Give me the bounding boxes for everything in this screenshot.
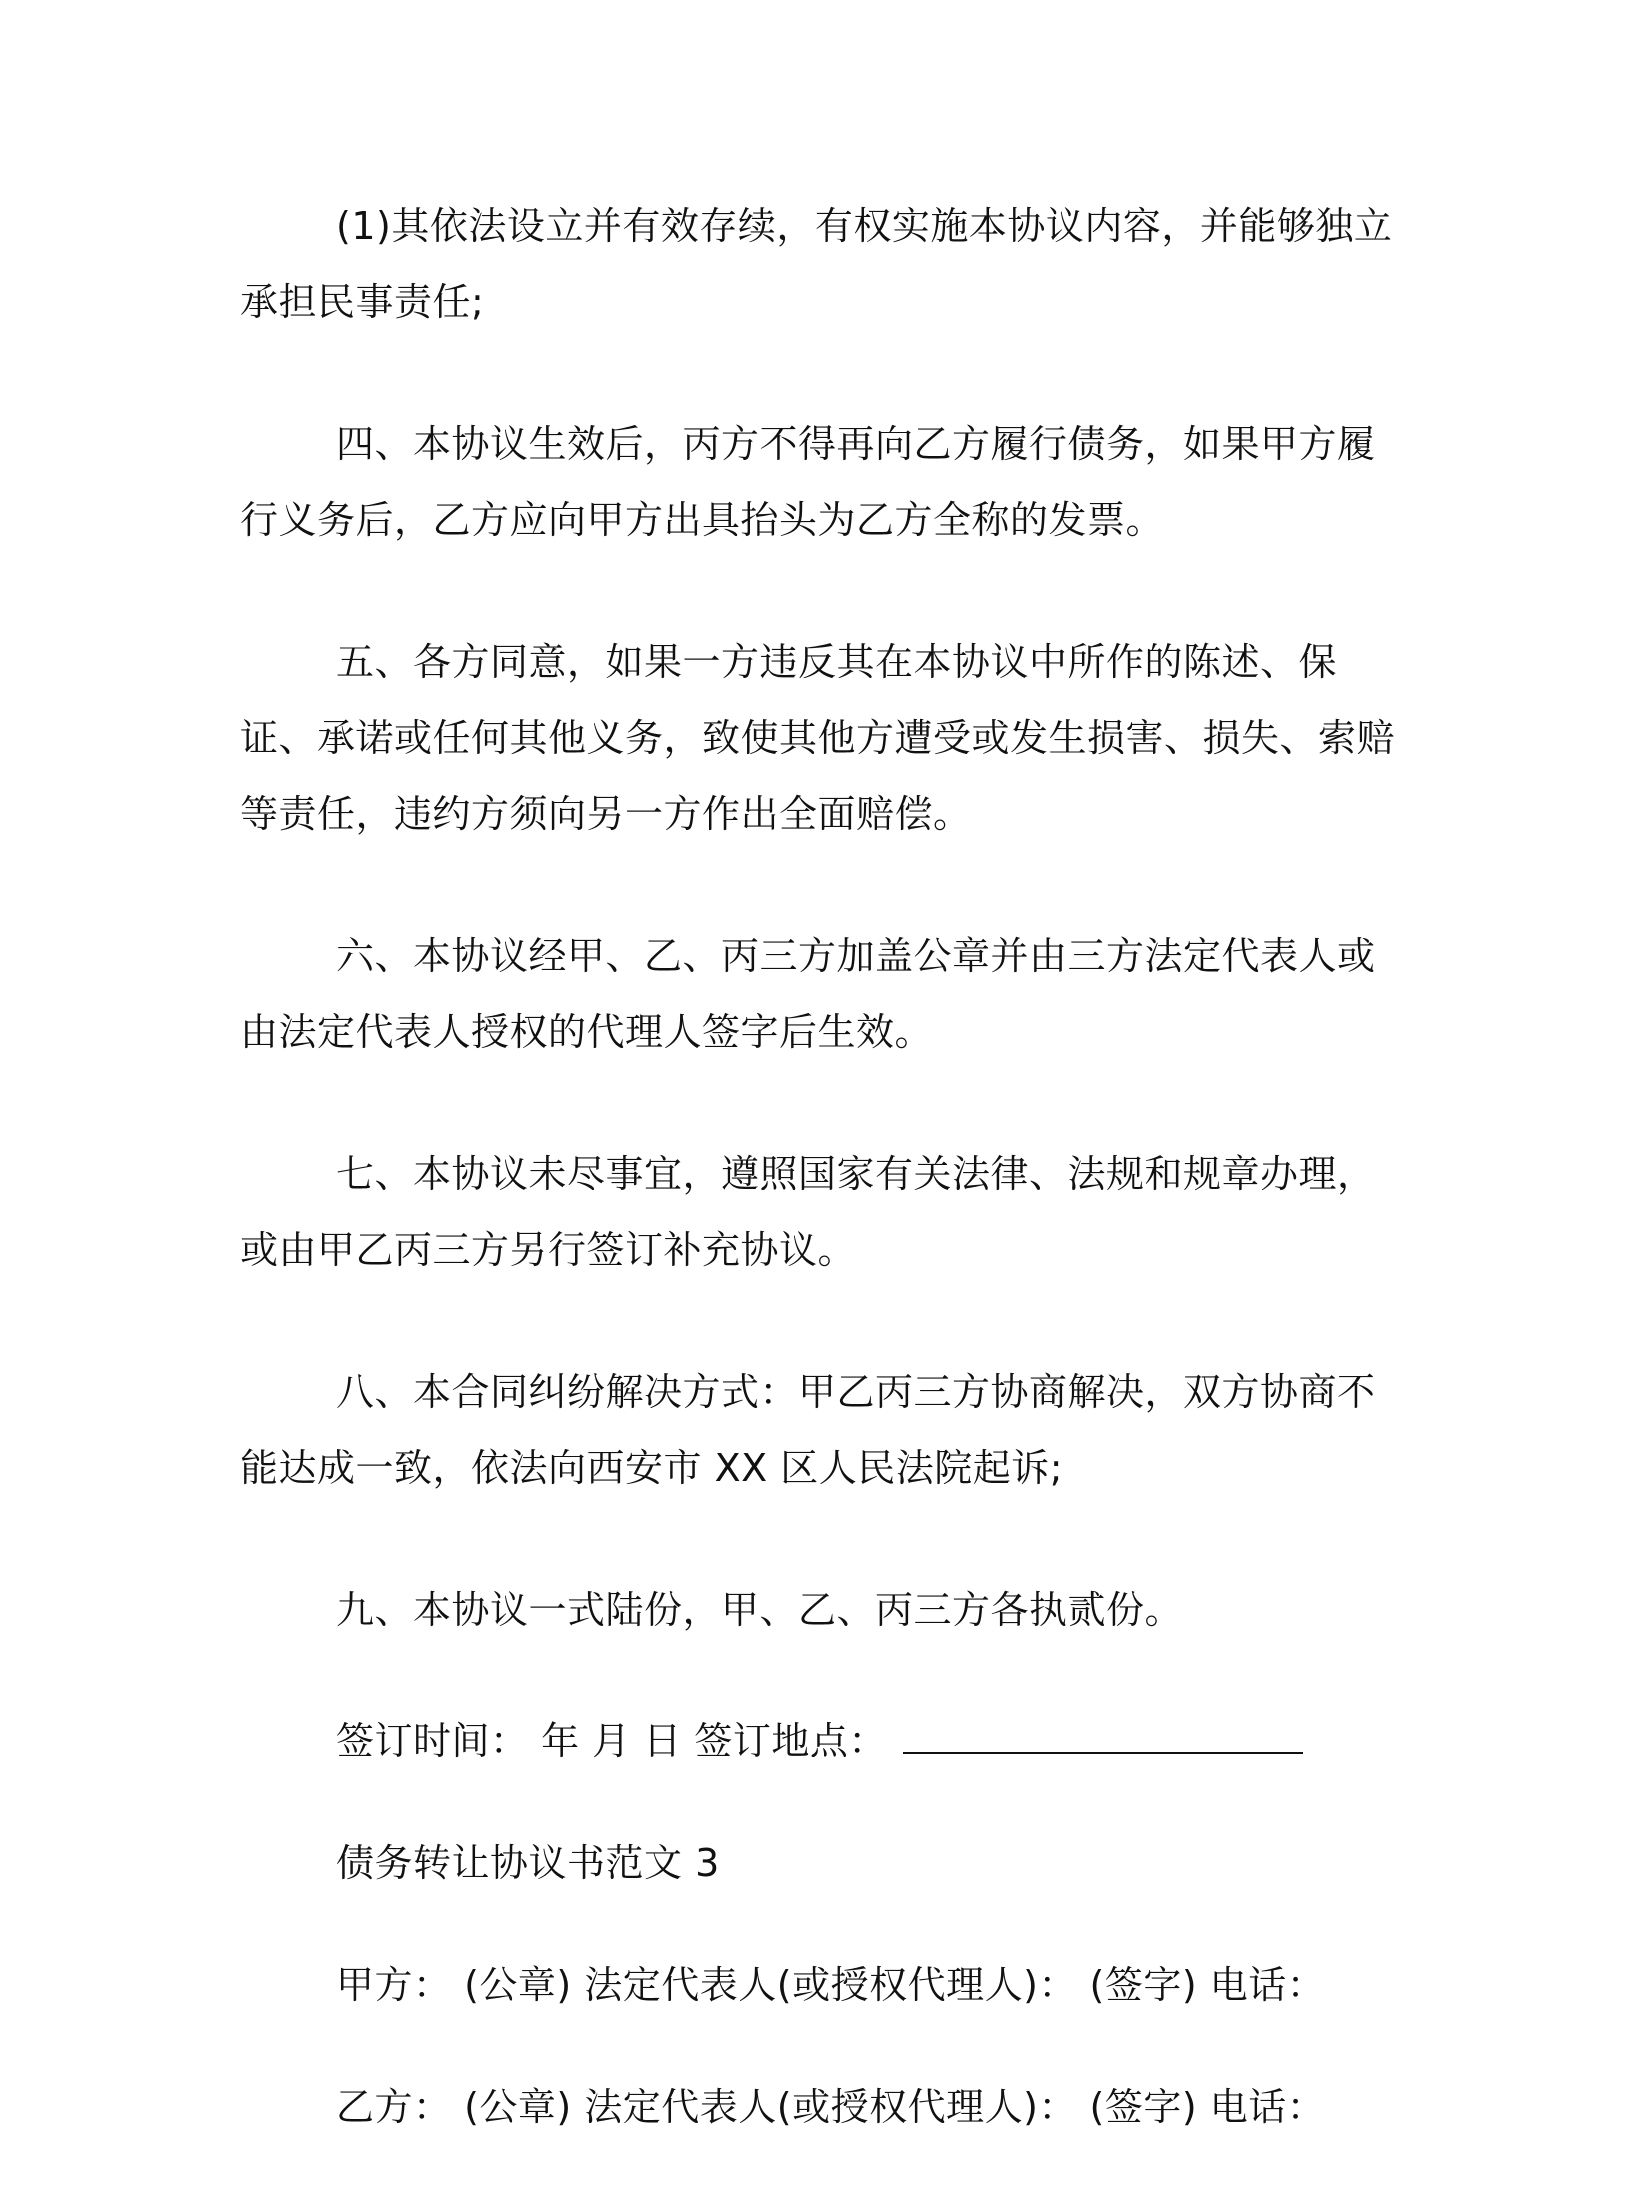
- clause-9: 九、本协议一式陆份，甲、乙、丙三方各执贰份。: [336, 1588, 1184, 1632]
- clause-6: 六、本协议经甲、乙、丙三方加盖公章并由三方法定代表人或由法定代表人授权的代理人签字后生效。: [240, 934, 1376, 1054]
- document-body: [240, 188, 1400, 2199]
- clause-1-representation: (1)其依法设立并有效存续，有权实施本协议内容，并能够独立承担民事责任;: [240, 204, 1393, 324]
- party-a-line: 甲方： (公章) 法定代表人(或授权代理人)： (签字) 电话：: [336, 1963, 1326, 2007]
- clause-7: 七、本协议未尽事宜，遵照国家有关法律、法规和规章办理，或由甲乙丙三方另行签订补充协议。: [240, 1152, 1376, 1272]
- signing-place-blank: [903, 1708, 1303, 1754]
- section-title: 债务转让协议书范文 3: [336, 1841, 720, 1885]
- signing-line-text: 签订时间： 年 月 日 签订地点：: [336, 1719, 887, 1763]
- clause-4: 四、本协议生效后，丙方不得再向乙方履行债务，如果甲方履行义务后，乙方应向甲方出具抬头为乙方全称的发票。: [240, 422, 1376, 542]
- party-b-line: 乙方： (公章) 法定代表人(或授权代理人)： (签字) 电话：: [336, 2085, 1326, 2129]
- clause-5: 五、各方同意，如果一方违反其在本协议中所作的陈述、保证、承诺或任何其他义务，致使其他方遭受或发生损害、损失、索赔等责任，违约方须向另一方作出全面赔偿。: [240, 640, 1396, 836]
- signing-line: [336, 1708, 1400, 1771]
- clause-8: 八、本合同纠纷解决方式：甲乙丙三方协商解决，双方协商不能达成一致，依法向西安市 XX 区人民法院起诉;: [240, 1370, 1376, 1490]
